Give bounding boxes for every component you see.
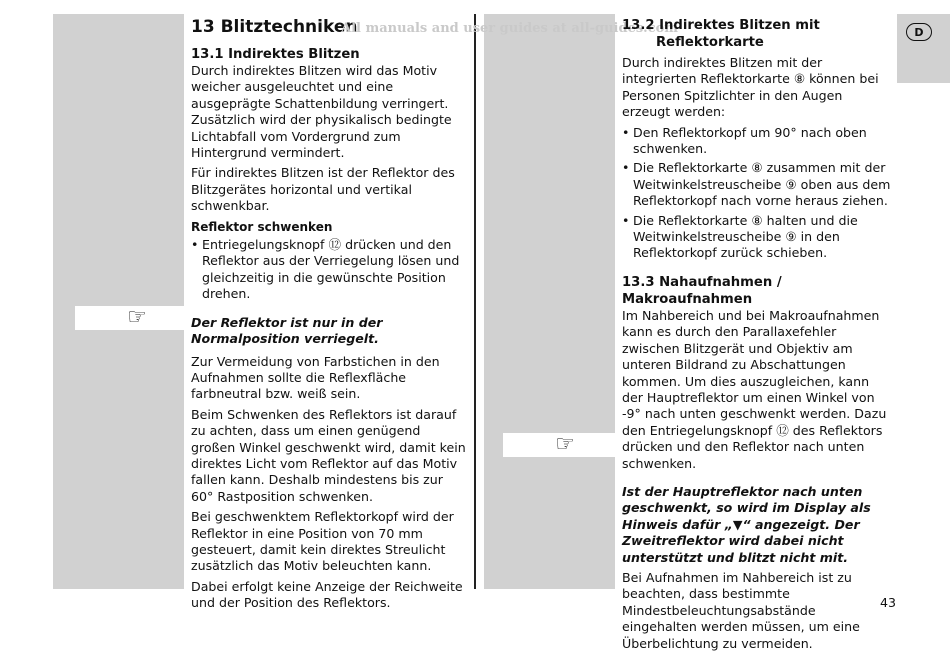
section-title-macro: 13.3 Nahaufnahmen / Makroaufnahmen xyxy=(622,274,782,307)
right-column xyxy=(622,14,897,656)
page-number: 43 xyxy=(880,595,897,610)
bullet-list xyxy=(191,237,467,303)
left-margin-bar xyxy=(53,14,184,589)
hint-marker-right xyxy=(503,433,627,457)
paragraph: Im Nahbereich und bei Makroaufnahmen kann es durch den Parallaxefehler zwischen Blitzgerät und Objektiv am unteren Bildrand zu Abschattungen kommen. Um dies auszugleichen, kann der Hauptreflektor um einen Winkel von -9° nach unten geschwenkt werden. Dazu den Entriegelungsknopf ⑫ des Reflektors drücken und den Reflektor nach unten schwenken. xyxy=(622,307,887,471)
list-item: • Entriegelungsknopf ⑫ drücken und den Reflektor aus der Verriegelung lösen und gleichzeitig in die gewünschte Position drehen. xyxy=(191,237,467,303)
bullet-list xyxy=(622,125,894,262)
paragraph: Für indirektes Blitzen ist der Reflektor des Blitzgerätes horizontal und vertikal schwenkbar. xyxy=(191,165,455,214)
paragraph: Zur Vermeidung von Farbstichen in den Aufnahmen sollte die Reflexfläche farbneutral bzw. weiß sein. xyxy=(191,353,440,402)
paragraph: Durch indirektes Blitzen wird das Motiv weicher ausgeleuchtet und eine ausgeprägte Schattenbildung verringert. Zusätzlich wird der physikalisch bedingte Lichtabfall vom Vordergrund zum Hintergrund vermindert. xyxy=(191,63,452,161)
section-title-reflector-card: 13.2 Indirektes Blitzen mit Reflektorkarte xyxy=(622,18,820,50)
list-item: • Die Reflektorkarte ⑧ zusammen mit der Weitwinkelstreuscheibe ⑨ oben aus dem Reflektorkopf nach vorne heraus ziehen. xyxy=(622,160,894,209)
paragraph: Beim Schwenken des Reflektors ist darauf zu achten, dass um einen genügend großen Winkel geschwenkt wird, damit kein direktes Licht vom Reflektor auf das Motiv fallen kann. Deshalb mindestens bis zur 60° Rastposition schwenken. xyxy=(191,406,466,504)
note-text: Ist der Hauptreflektor nach unten geschwenkt, so wird im Display als Hinweis dafür „▼“ angezeigt. Der Zweitreflektor wird dabei nicht unterstützt und blitzt nicht mit. xyxy=(622,483,871,565)
paragraph: Bei geschwenktem Reflektorkopf wird der Reflektor in eine Position von 70 mm gesteuert, damit kein direktes Streulicht zusätzlich das Motiv beleuchten kann. xyxy=(191,509,454,574)
subheading-reflector-swivel: Reflektor schwenken xyxy=(191,219,333,234)
column-divider xyxy=(474,14,476,589)
list-item: • Die Reflektorkarte ⑧ halten und die Weitwinkelstreuscheibe ⑨ in den Reflektorkopf zurück schieben. xyxy=(622,213,894,262)
pointing-hand-icon: ☞ xyxy=(127,305,147,330)
middle-margin-bar xyxy=(484,14,615,589)
list-item: • Den Reflektorkopf um 90° nach oben schwenken. xyxy=(622,125,894,158)
pointing-hand-icon: ☞ xyxy=(555,432,575,457)
note-text: Der Reflektor ist nur in der Normalposition verriegelt. xyxy=(191,314,383,347)
section-title-indirect-flash: 13.1 Indirektes Blitzen xyxy=(191,47,360,62)
watermark: All manuals and user guides at all-guides.com xyxy=(341,21,679,36)
chapter-title: 13 Blitztechniken All manuals and user guides at all-guides.com xyxy=(191,14,467,40)
paragraph: Durch indirektes Blitzen mit der integrierten Reflektorkarte ⑧ können bei Personen Spitzlichter in den Augen erzeugt werden: xyxy=(622,55,879,120)
paragraph: Bei Aufnahmen im Nahbereich ist zu beachten, dass bestimmte Mindestbeleuchtungsabstände eingehalten werden müssen, um eine Überbelichtung zu vermeiden. xyxy=(622,569,860,651)
paragraph: Dabei erfolgt keine Anzeige der Reichweite und der Position des Reflektors. xyxy=(191,578,463,611)
hint-marker-left xyxy=(75,306,199,330)
language-badge: D xyxy=(906,23,932,41)
left-column xyxy=(191,14,679,616)
